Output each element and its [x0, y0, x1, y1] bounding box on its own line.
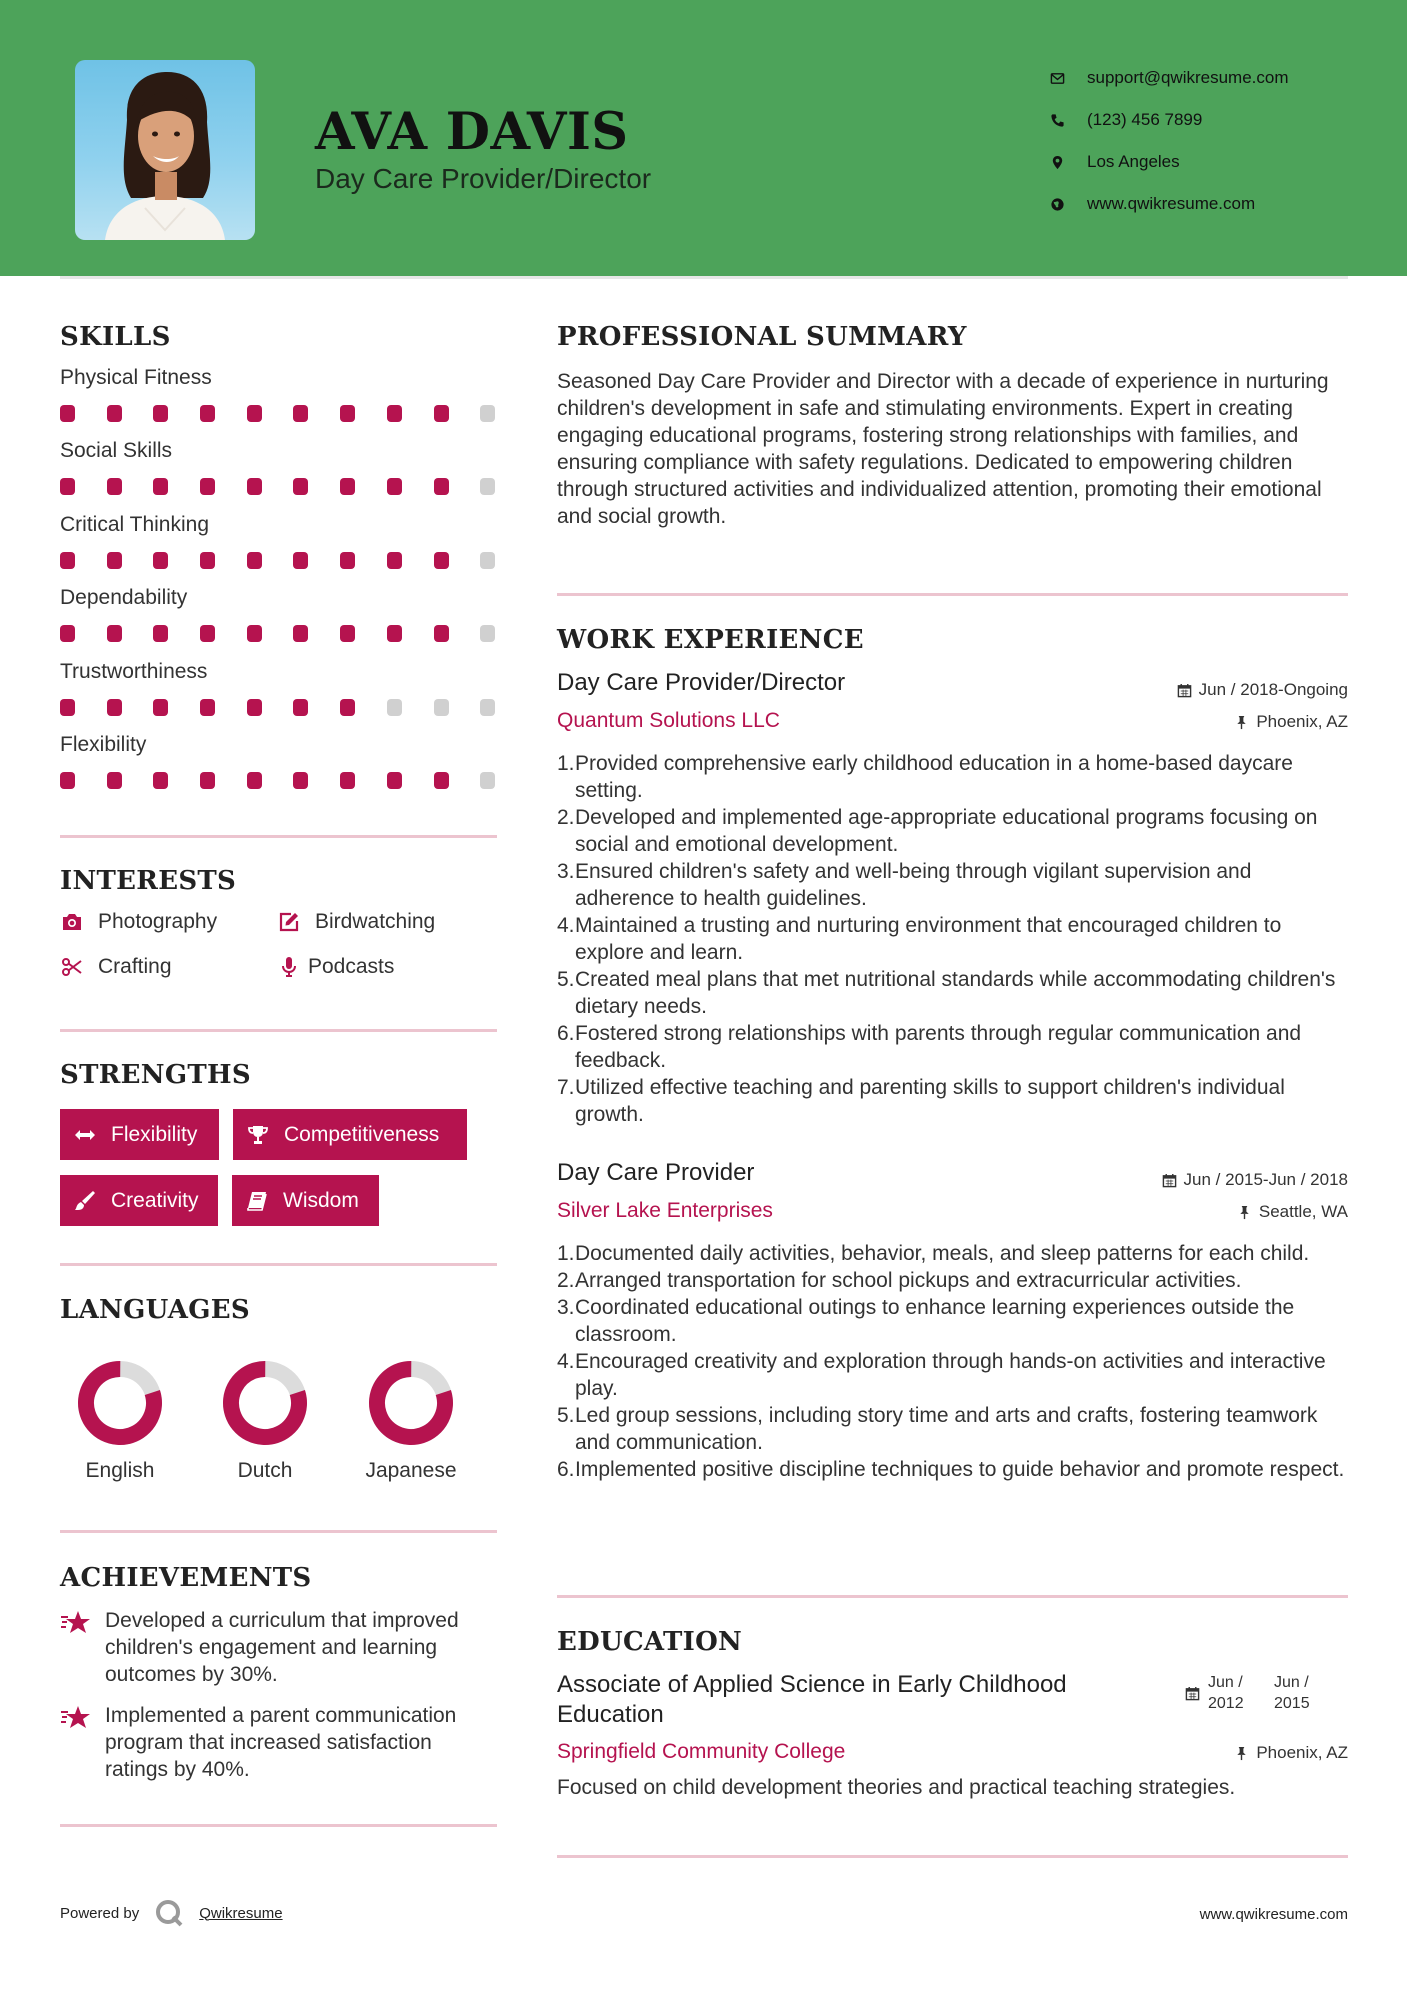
phone-icon: [1050, 113, 1087, 128]
language-item: [45, 1355, 195, 1483]
candidate-title: Day Care Provider/Director: [315, 163, 652, 194]
rating-dot-filled: [387, 478, 402, 495]
rating-dot-empty: [480, 405, 495, 422]
strength-label: Wisdom: [283, 1188, 359, 1212]
footer-powered-by: [60, 1897, 283, 1929]
rating-dot-filled: [153, 478, 168, 495]
company-name: Silver Lake Enterprises: [557, 1199, 773, 1222]
donut-fill: [222, 1360, 308, 1446]
language-donut: [217, 1355, 313, 1451]
job-location: [1237, 1202, 1348, 1222]
rating-dot-filled: [247, 405, 262, 422]
school-name: Springfield Community College: [557, 1740, 846, 1763]
summary-divider: [557, 593, 1348, 596]
footer-website[interactable]: www.qwikresume.com: [1199, 1906, 1348, 1923]
interest-label: Crafting: [98, 955, 172, 978]
contact-website-text: www.qwikresume.com: [1087, 194, 1256, 213]
list-item: 1. Provided comprehensive early childhood education in a home-based daycare setting.: [557, 752, 1293, 802]
list-item: 6. Fostered strong relationships with parents through regular communication and feedback.: [557, 1022, 1302, 1072]
job-title: Day Care Provider/Director: [557, 669, 846, 696]
rating-dot-filled: [107, 405, 122, 422]
strengths-heading: STRENGTHS: [60, 1060, 251, 1090]
qwikresume-logo-icon: [153, 1897, 185, 1929]
rating-dot-filled: [107, 478, 122, 495]
job-dates-text: Jun / 2018-Ongoing: [1198, 680, 1348, 699]
summary-heading: PROFESSIONAL SUMMARY: [557, 322, 967, 352]
contact-email[interactable]: [1050, 57, 1289, 99]
candidate-name: AVA DAVIS: [315, 102, 629, 162]
rating-dot-filled: [434, 772, 449, 789]
skill-rating: [60, 625, 527, 642]
list-item: 4. Maintained a trusting and nurturing environment that encouraged children to explore and learn.: [557, 914, 1282, 964]
rating-dot-filled: [60, 699, 75, 716]
arrows-horizontal-icon: [73, 1123, 97, 1147]
globe-icon: [1050, 197, 1087, 212]
rating-dot-filled: [153, 625, 168, 642]
contact-phone[interactable]: [1050, 99, 1289, 141]
contact-location-text: Los Angeles: [1087, 152, 1180, 171]
rating-dot-filled: [340, 772, 355, 789]
rating-dot-filled: [60, 772, 75, 789]
skill-label: Flexibility: [60, 733, 147, 756]
list-item: 2. Arranged transportation for school pickups and extracurricular activities.: [557, 1269, 1242, 1292]
rating-dot-filled: [387, 552, 402, 569]
list-item: 3. Ensured children's safety and well-being through vigilant supervision and adherence to health guidelines.: [557, 860, 1252, 910]
rating-dot-filled: [247, 625, 262, 642]
rating-dot-filled: [153, 552, 168, 569]
rating-dot-filled: [293, 699, 308, 716]
calendar-icon: [1177, 683, 1192, 698]
rating-dot-empty: [387, 699, 402, 716]
calendar-icon: [1162, 1173, 1177, 1188]
pin-icon: [1237, 1205, 1252, 1220]
education-end: Jun / 2015: [1274, 1674, 1310, 1712]
rating-dot-filled: [434, 625, 449, 642]
rating-dot-filled: [200, 625, 215, 642]
contact-list: [1050, 57, 1289, 225]
rating-dot-filled: [60, 552, 75, 569]
list-item: 2. Developed and implemented age-appropriate educational programs focusing on social and emotional development.: [557, 806, 1318, 856]
language-donut: [363, 1355, 459, 1451]
interests-heading: INTERESTS: [60, 866, 237, 896]
job-dates: [1162, 1170, 1348, 1190]
rating-dot-filled: [200, 772, 215, 789]
job-bullets: [557, 750, 1347, 1128]
job-dates: [1177, 680, 1348, 700]
book-icon: [245, 1189, 269, 1213]
education-divider: [557, 1855, 1348, 1858]
rating-dot-filled: [200, 699, 215, 716]
achievement-text: Implemented a parent communication program that increased satisfaction ratings by 40%.: [105, 1704, 457, 1781]
rating-dot-filled: [387, 405, 402, 422]
achievement-item: [60, 1607, 500, 1688]
pin-icon: [1234, 715, 1249, 730]
interest-podcasts: [277, 955, 394, 979]
rating-dot-filled: [340, 552, 355, 569]
rating-dot-filled: [387, 772, 402, 789]
language-label: English: [85, 1459, 155, 1482]
rating-dot-filled: [340, 625, 355, 642]
scissors-icon: [60, 955, 84, 979]
skill-label: Trustworthiness: [60, 659, 208, 683]
camera-icon: [60, 910, 84, 934]
language-label: Japanese: [365, 1459, 457, 1482]
contact-location: [1050, 141, 1289, 183]
rating-dot-filled: [200, 552, 215, 569]
rating-dot-empty: [434, 699, 449, 716]
rating-dot-filled: [434, 405, 449, 422]
skill-label: Critical Thinking: [60, 512, 209, 536]
education-dates: [1185, 1672, 1330, 1714]
list-item: 4. Encouraged creativity and exploration through hands-on activities and interactive play.: [557, 1350, 1326, 1400]
skill-label: Physical Fitness: [60, 366, 212, 389]
strength-label: Flexibility: [111, 1122, 198, 1146]
skill-rating: [60, 699, 527, 716]
skill-label: Social Skills: [60, 439, 173, 463]
experience-divider: [557, 1595, 1348, 1598]
rating-dot-filled: [434, 478, 449, 495]
language-item: [336, 1355, 486, 1483]
list-item: 6. Implemented positive discipline techniques to guide behavior and promote respect.: [557, 1458, 1345, 1481]
skill-label: Dependability: [60, 586, 188, 610]
education-location: [1234, 1743, 1348, 1763]
job-bullets: [557, 1240, 1347, 1483]
rating-dot-filled: [60, 405, 75, 422]
rating-dot-filled: [293, 772, 308, 789]
rating-dot-filled: [107, 772, 122, 789]
contact-phone-text: (123) 456 7899: [1087, 110, 1203, 129]
list-item: 7. Utilized effective teaching and parenting skills to support children's individual growth.: [557, 1076, 1285, 1126]
list-item: 5. Created meal plans that met nutritional standards while accommodating children's dietary needs.: [557, 968, 1336, 1018]
rating-dot-filled: [434, 552, 449, 569]
education-location-text: Phoenix, AZ: [1256, 1743, 1348, 1762]
job-location-text: Phoenix, AZ: [1256, 712, 1348, 731]
list-item: 3. Coordinated educational outings to enhance learning experiences outside the classroom.: [557, 1296, 1295, 1346]
language-donut: [72, 1355, 168, 1451]
experience-heading: WORK EXPERIENCE: [557, 625, 864, 655]
rating-dot-empty: [480, 699, 495, 716]
profile-photo: [75, 60, 255, 240]
pin-icon: [1234, 1746, 1249, 1761]
powered-by-label: Powered by: [60, 1904, 140, 1922]
rating-dot-filled: [107, 552, 122, 569]
strengths-divider: [60, 1263, 497, 1266]
rating-dot-filled: [153, 405, 168, 422]
trophy-icon: [246, 1123, 270, 1147]
header-banner: [0, 0, 1407, 276]
donut-fill: [368, 1360, 454, 1446]
brand-link[interactable]: Qwikresume: [199, 1904, 283, 1922]
rating-dot-filled: [247, 699, 262, 716]
contact-website[interactable]: [1050, 183, 1289, 225]
map-pin-icon: [1050, 155, 1087, 170]
rating-dot-filled: [340, 478, 355, 495]
rating-dot-filled: [153, 699, 168, 716]
strength-wisdom: [232, 1175, 379, 1226]
list-item: 5. Led group sessions, including story time and arts and crafts, fostering teamwork and communication.: [557, 1404, 1318, 1454]
achievement-item: [60, 1702, 500, 1783]
interest-label: Birdwatching: [315, 910, 436, 933]
interest-crafting: [60, 955, 172, 979]
rating-dot-filled: [200, 405, 215, 422]
skill-rating: [60, 405, 527, 422]
rating-dot-filled: [340, 405, 355, 422]
languages-divider: [60, 1530, 497, 1533]
interest-label: Photography: [98, 910, 218, 933]
rating-dot-filled: [107, 625, 122, 642]
donut-fill: [77, 1360, 163, 1446]
interests-divider: [60, 1029, 497, 1032]
microphone-icon: [277, 955, 301, 979]
strength-label: Competitiveness: [284, 1122, 440, 1146]
skill-rating: [60, 772, 527, 789]
rating-dot-filled: [60, 478, 75, 495]
strength-creativity: [60, 1175, 218, 1226]
rating-dot-filled: [293, 405, 308, 422]
job-dates-text: Jun / 2015-Jun / 2018: [1183, 1170, 1348, 1189]
rating-dot-empty: [480, 478, 495, 495]
edit-icon: [277, 910, 301, 934]
job-location: [1234, 712, 1348, 732]
star-icon: [60, 1704, 92, 1732]
rating-dot-filled: [340, 699, 355, 716]
rating-dot-filled: [247, 772, 262, 789]
education-start: Jun / 2012: [1208, 1674, 1244, 1712]
calendar-icon: [1185, 1686, 1200, 1701]
language-label: Dutch: [237, 1459, 293, 1482]
strength-flexibility: [60, 1109, 219, 1160]
rating-dot-filled: [293, 552, 308, 569]
rating-dot-filled: [107, 699, 122, 716]
rating-dot-empty: [480, 625, 495, 642]
achievements-divider: [60, 1824, 497, 1827]
education-heading: EDUCATION: [557, 1627, 743, 1657]
language-item: [190, 1355, 340, 1483]
skill-rating: [60, 552, 527, 569]
skills-divider: [60, 835, 497, 838]
rating-dot-filled: [153, 772, 168, 789]
envelope-icon: [1050, 71, 1087, 86]
summary-text: Seasoned Day Care Provider and Director with a decade of experience in nurturing children's development in safe and stimulating environments. Expert in creating engaging educational programs, fostering strong relationships with families, and ensuring compliance with safety regulations. Dedicated to empowering children through structured activities and individualized attention, promoting their emotional and social growth.: [557, 370, 1329, 528]
rating-dot-filled: [247, 552, 262, 569]
contact-email-text: support@qwikresume.com: [1087, 68, 1289, 87]
rating-dot-empty: [480, 772, 495, 789]
job-location-text: Seattle, WA: [1258, 1202, 1348, 1221]
rating-dot-empty: [480, 552, 495, 569]
star-icon: [60, 1609, 92, 1637]
company-name: Quantum Solutions LLC: [557, 709, 780, 732]
header-divider: [60, 276, 1348, 279]
rating-dot-filled: [60, 625, 75, 642]
skills-heading: SKILLS: [60, 322, 171, 352]
paint-brush-icon: [73, 1189, 97, 1213]
rating-dot-filled: [293, 478, 308, 495]
rating-dot-filled: [200, 478, 215, 495]
skill-rating: [60, 478, 527, 495]
achievements-heading: ACHIEVEMENTS: [60, 1563, 312, 1593]
interest-label: Podcasts: [308, 955, 395, 978]
strength-label: Creativity: [111, 1188, 199, 1212]
interest-birdwatching: [277, 910, 435, 934]
strength-competitiveness: [233, 1109, 467, 1160]
degree-title: Associate of Applied Science in Early Childhood Education: [557, 1671, 1067, 1728]
languages-heading: LANGUAGES: [60, 1295, 250, 1325]
list-item: 1. Documented daily activities, behavior, meals, and sleep patterns for each child.: [557, 1242, 1310, 1265]
education-description: Focused on child development theories and practical teaching strategies.: [557, 1776, 1236, 1799]
interest-photography: [60, 910, 217, 934]
job-title: Day Care Provider: [557, 1159, 755, 1186]
rating-dot-filled: [293, 625, 308, 642]
rating-dot-filled: [387, 625, 402, 642]
rating-dot-filled: [247, 478, 262, 495]
achievement-text: Developed a curriculum that improved children's engagement and learning outcomes by 30%.: [105, 1609, 459, 1686]
